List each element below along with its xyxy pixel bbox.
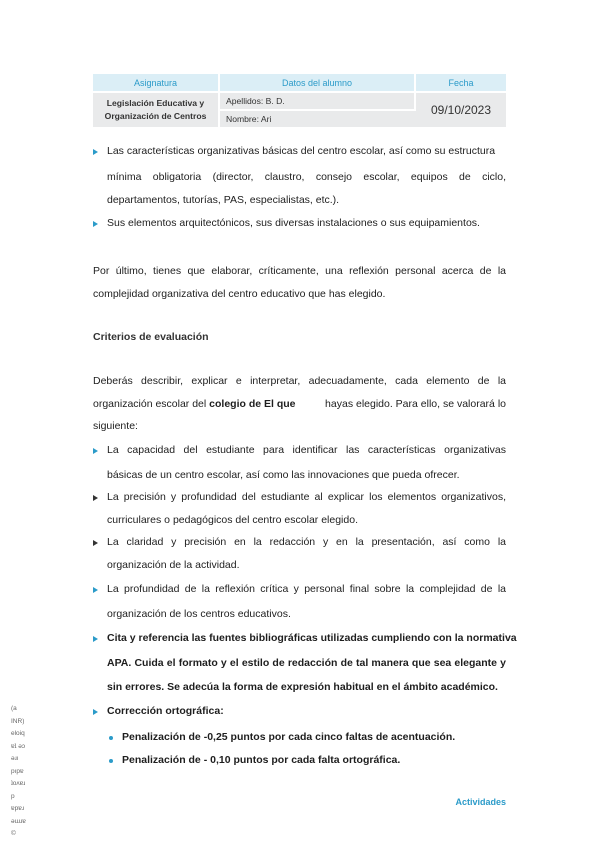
margin-note-line: (a <box>11 705 17 712</box>
margin-note-line: eloiq <box>11 730 25 737</box>
paragraph-line <box>93 398 506 410</box>
margin-copyright-note <box>11 703 41 841</box>
margin-note-line: © <box>11 830 16 837</box>
name-cell: Nombre: Ari <box>219 110 415 127</box>
margin-note-line: ǝɹı <box>11 755 19 762</box>
subject-line-2: Organización de Centros <box>104 111 207 121</box>
paragraph-line: Deberás describir, explicar e interpretar, adecuadamente, cada elemento de la <box>93 375 506 387</box>
margin-note-line: ɐpɐɹ <box>11 805 25 812</box>
bullet-arrow-icon <box>93 709 98 715</box>
bullet-arrow-icon <box>93 448 98 454</box>
margin-note-line: pıpɐ <box>11 767 24 775</box>
bullet-arrow-icon <box>93 495 98 501</box>
list-item-line: departamentos, tutorías, PAS, especialistas, etc.). <box>107 194 340 206</box>
paragraph-line: complejidad organizativa del centro educativo que has elegido. <box>93 288 386 300</box>
criteria-line: Cita y referencia las fuentes bibliográficas utilizadas cumpliendo con la normativa <box>107 632 517 644</box>
criteria-line: organización de la actividad. <box>107 559 240 571</box>
margin-note-line: ʇoʌɐɹ <box>11 780 26 787</box>
criteria-line: sin errores. Se adecúa la forma de expresión habitual en el ámbito académico. <box>107 681 498 693</box>
bullet-arrow-icon <box>93 221 98 227</box>
margin-note-line: p <box>11 792 15 800</box>
list-item-line: mínima obligatoria (director, claustro, consejo escolar, equipos de ciclo, <box>107 171 506 183</box>
margin-note-line: ɐʇ ǝɔ <box>11 742 26 750</box>
criteria-line: La precisión y profundidad del estudiante al explicar los elementos organizativos, <box>107 491 506 503</box>
bullet-arrow-icon <box>93 540 98 546</box>
criteria-line: La profundidad de la reflexión crítica y personal final sobre la complejidad de la <box>107 583 506 595</box>
paragraph-line: siguiente: <box>93 420 138 432</box>
surnames-cell: Apellidos: B. D. <box>219 92 415 110</box>
paragraph-line: Por último, tienes que elaborar, críticamente, una reflexión personal acerca de la <box>93 265 506 277</box>
criteria-line: organización de los centros educativos. <box>107 608 291 620</box>
criteria-line: La claridad y precisión en la redacción y en la presentación, así como la <box>107 536 506 548</box>
bullet-arrow-icon <box>93 636 98 642</box>
date-cell: 09/10/2023 <box>415 92 506 127</box>
margin-note-line: INR) <box>11 717 25 725</box>
list-item-line: Sus elementos arquitectónicos, sus diversas instalaciones o sus equipamientos. <box>107 217 480 229</box>
bullet-arrow-icon <box>93 149 98 155</box>
bullet-dot-icon <box>109 759 113 763</box>
header-table <box>93 74 506 127</box>
margin-note-line: ǝɯɹɐ <box>11 817 26 825</box>
criteria-line: La capacidad del estudiante para identificar las características organizativas <box>107 444 506 456</box>
subject-line-1: Legislación Educativa y <box>106 98 205 108</box>
sub-item: Penalización de - 0,10 puntos por cada falta ortográfica. <box>122 754 401 766</box>
bullet-dot-icon <box>109 736 113 740</box>
criteria-line: APA. Cuida el formato y el estilo de redacción de tal manera que sea elegante y <box>107 657 506 669</box>
school-name: colegio de El que <box>209 398 296 410</box>
paragraph-text: hayas elegido. Para ello, se valorará lo <box>325 398 506 410</box>
header-col-date: Fecha <box>415 74 506 92</box>
bullet-arrow-icon <box>93 587 98 593</box>
section-heading: Criterios de evaluación <box>93 331 209 343</box>
header-col-student: Datos del alumno <box>219 74 415 92</box>
criteria-line: Corrección ortográfica: <box>107 705 224 717</box>
paragraph-text: organización escolar del <box>93 398 210 410</box>
criteria-line: básicas de un centro escolar, así como las innovaciones que pueda ofrecer. <box>107 469 460 481</box>
list-item-line: Las características organizativas básicas del centro escolar, así como su estructura <box>107 145 496 157</box>
subject-cell <box>93 92 219 127</box>
criteria-line: curriculares o pedagógicos del centro escolar elegido. <box>107 514 358 526</box>
sub-item: Penalización de -0,25 puntos por cada cinco faltas de acentuación. <box>122 731 456 743</box>
footer-label: Actividades <box>455 797 506 807</box>
header-col-subject: Asignatura <box>93 74 219 92</box>
